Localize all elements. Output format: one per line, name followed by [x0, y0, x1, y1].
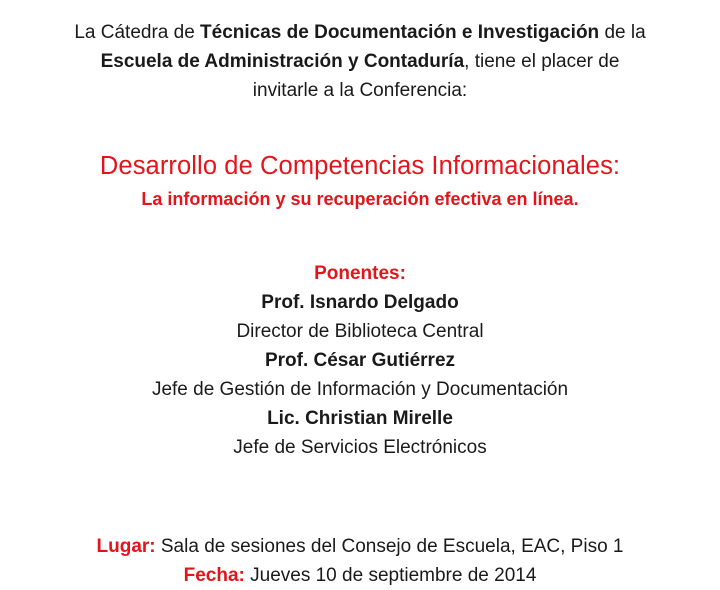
intro-line-2	[0, 47, 720, 76]
venue-line	[0, 533, 720, 561]
intro-line-1-prefix: La Cátedra de	[74, 22, 201, 43]
intro-line-2-suffix: , tiene el placer de	[464, 51, 620, 72]
speakers-label: Ponentes:	[314, 263, 406, 284]
date-value: Jueves 10 de septiembre de 2014	[244, 565, 537, 586]
school-name: Escuela de Administración y Contaduría	[100, 51, 465, 72]
conference-title: Desarrollo de Competencias Informacionales:	[99, 152, 621, 180]
course-name: Técnicas de Documentación e Investigación	[200, 22, 600, 43]
speaker-name: Prof. Isnardo Delgado	[261, 292, 459, 313]
conference-subtitle: La información y su recuperación efectiva en línea.	[141, 189, 579, 209]
date-line	[0, 562, 720, 590]
venue-label: Lugar:	[96, 536, 156, 557]
date-label: Fecha:	[183, 565, 245, 586]
speaker-role: Jefe de Servicios Electrónicos	[233, 437, 487, 458]
venue-value: Sala de sesiones del Consejo de Escuela, EAC, Piso 1	[155, 536, 624, 557]
intro-line-3: invitarle a la Conferencia:	[252, 80, 468, 101]
intro-line-1	[0, 18, 720, 47]
speaker-role: Director de Biblioteca Central	[236, 321, 484, 342]
intro-line-1-suffix: de la	[599, 22, 646, 43]
speaker-name: Lic. Christian Mirelle	[267, 408, 453, 429]
speaker-name: Prof. César Gutiérrez	[264, 350, 456, 371]
speaker-role: Jefe de Gestión de Información y Documentación	[151, 379, 569, 400]
